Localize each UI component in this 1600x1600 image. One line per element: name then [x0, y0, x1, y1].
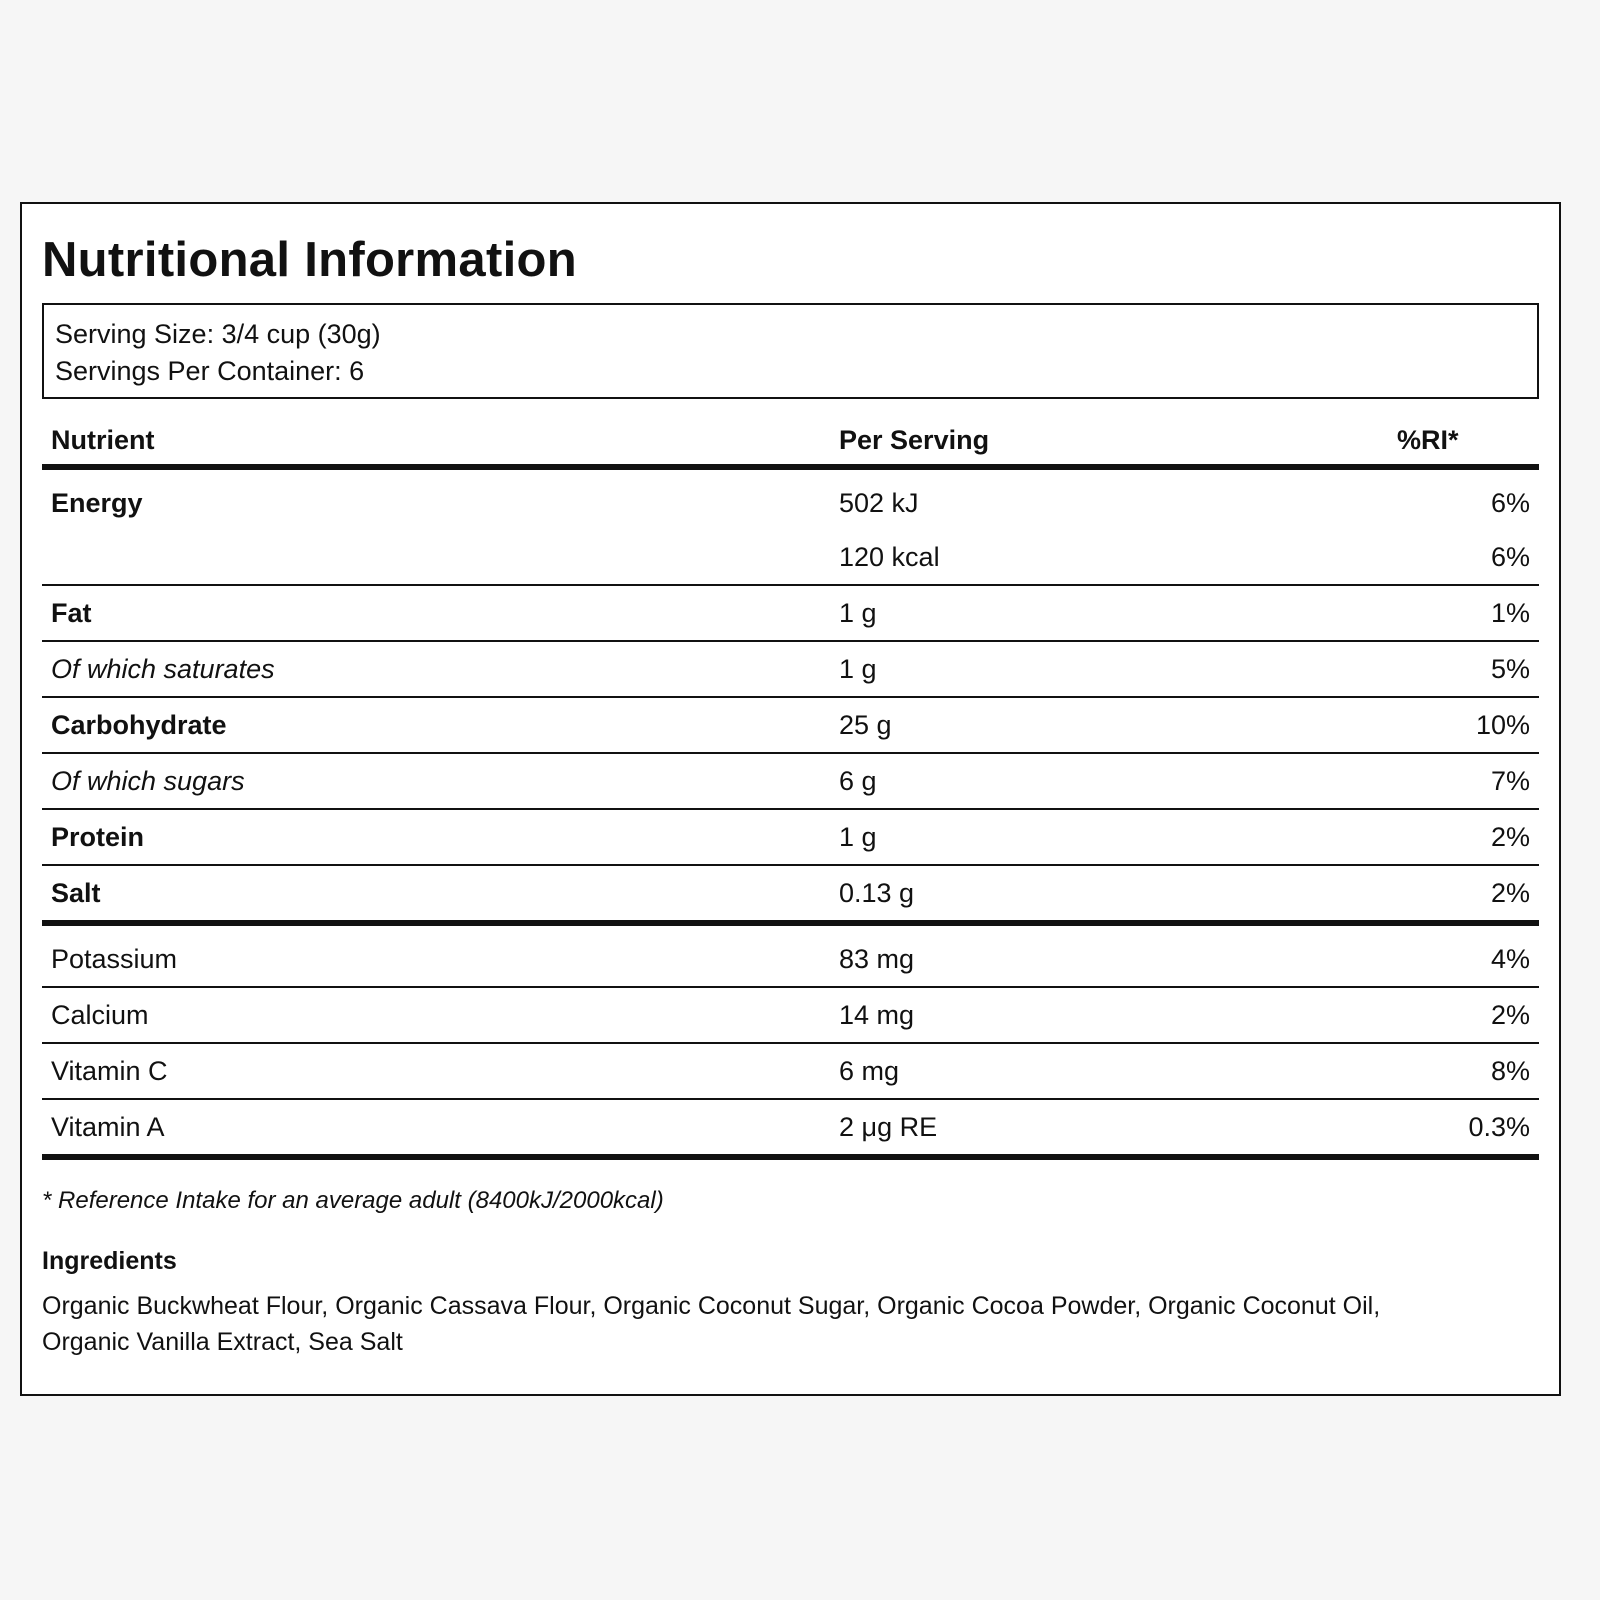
nutrient-value: 502 kJ [839, 487, 919, 518]
table-row-energy-kj [42, 467, 1539, 530]
table-row-saturates [42, 641, 1539, 697]
nutrient-name-energy: Energy [51, 487, 143, 518]
nutrient-ri: 4% [1388, 923, 1539, 987]
nutrient-name: Carbohydrate [42, 697, 830, 753]
table-header-row [42, 417, 1539, 467]
page-title: Nutritional Information [42, 233, 577, 287]
nutrient-ri: 8% [1388, 1043, 1539, 1099]
nutrient-name: Salt [42, 865, 830, 923]
nutrient-name: Potassium [42, 923, 830, 987]
nutrient-ri: 6% [1388, 530, 1539, 585]
nutrient-value: 1 g [830, 585, 1388, 641]
servings-per-container: Servings Per Container: 6 [55, 356, 365, 386]
header-ri: %RI* [1388, 417, 1539, 467]
nutrient-ri: 2% [1388, 865, 1539, 923]
nutrient-ri: 7% [1388, 753, 1539, 809]
table-row-carbohydrate [42, 697, 1539, 753]
header-per-serving: Per Serving [830, 417, 1388, 467]
nutrient-name: Protein [42, 809, 830, 865]
nutrient-ri: 10% [1388, 697, 1539, 753]
table-row-protein [42, 809, 1539, 865]
nutrient-name: Of which saturates [42, 641, 830, 697]
table-row-fat [42, 585, 1539, 641]
header-nutrient: Nutrient [42, 417, 830, 467]
ingredients-heading: Ingredients [42, 1247, 177, 1275]
nutrient-name: Calcium [42, 987, 830, 1043]
nutrient-name: Vitamin C [42, 1043, 830, 1099]
table-row-sugars [42, 753, 1539, 809]
nutrient-name: Fat [42, 585, 830, 641]
nutrient-name: Of which sugars [42, 753, 830, 809]
nutrient-value: 1 g [830, 809, 1388, 865]
table-row-potassium [42, 923, 1539, 987]
table-row-vitamin-a [42, 1099, 1539, 1157]
nutrient-value: 83 mg [830, 923, 1388, 987]
nutrient-ri: 6% [1490, 487, 1530, 518]
serving-info-box [42, 303, 1539, 399]
nutrient-value: 0.13 g [830, 865, 1388, 923]
nutrient-value: 1 g [830, 641, 1388, 697]
nutrition-table [42, 417, 1539, 1160]
reference-intake-footnote: * Reference Intake for an average adult (8400kJ/2000kcal) [42, 1187, 664, 1214]
table-row-calcium [42, 987, 1539, 1043]
nutrient-value: 6 g [830, 753, 1388, 809]
nutrient-ri: 5% [1388, 641, 1539, 697]
nutrient-ri: 2% [1388, 809, 1539, 865]
nutrient-ri: 2% [1388, 987, 1539, 1043]
table-row-vitamin-c [42, 1043, 1539, 1099]
nutrient-value: 2 μg RE [830, 1099, 1388, 1157]
table-row-salt [42, 865, 1539, 923]
nutrient-ri: 1% [1388, 585, 1539, 641]
nutrient-value: 120 kcal [830, 530, 1388, 585]
nutrition-label [20, 202, 1561, 1396]
table-row-energy-kcal [42, 530, 1539, 585]
nutrient-value: 14 mg [830, 987, 1388, 1043]
nutrient-name-empty [42, 530, 830, 585]
nutrient-value: 6 mg [830, 1043, 1388, 1099]
nutrient-ri: 0.3% [1388, 1099, 1539, 1157]
nutrient-name: Vitamin A [42, 1099, 830, 1157]
nutrient-value: 25 g [830, 697, 1388, 753]
ingredients-list: Organic Buckwheat Flour, Organic Cassava Flour, Organic Coconut Sugar, Organic Cocoa Powder, Organic Coconut Oil, Organic Vanilla Extract, Sea Salt [42, 1292, 1381, 1356]
serving-size: Serving Size: 3/4 cup (30g) [55, 319, 381, 349]
